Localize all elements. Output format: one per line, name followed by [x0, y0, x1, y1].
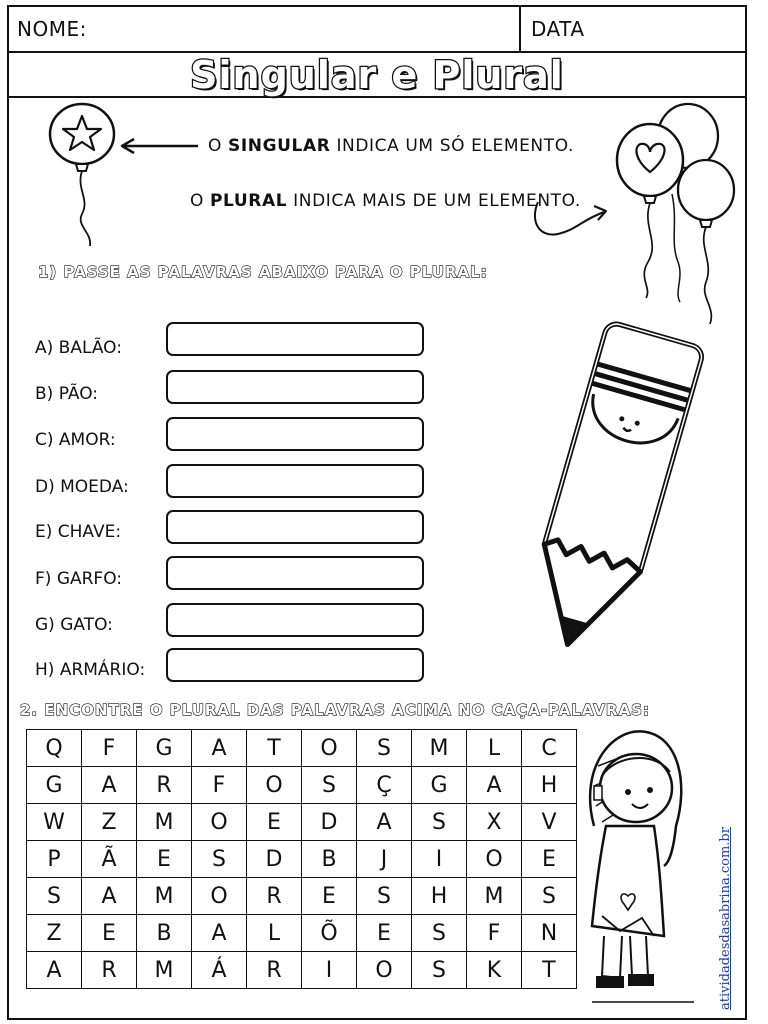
item-label-g: G) GATO: [35, 615, 113, 635]
grid-cell[interactable]: S [357, 730, 412, 767]
grid-row [27, 841, 577, 878]
grid-cell[interactable]: D [302, 804, 357, 841]
grid-cell[interactable]: S [412, 804, 467, 841]
grid-row [27, 730, 577, 767]
grid-cell[interactable]: Q [27, 730, 82, 767]
grid-cell[interactable]: Ç [357, 767, 412, 804]
item-label-c: C) AMOR: [35, 430, 116, 450]
grid-cell[interactable]: O [192, 878, 247, 915]
grid-cell[interactable]: T [247, 730, 302, 767]
grid-cell[interactable]: S [357, 878, 412, 915]
grid-row [27, 878, 577, 915]
answer-box-g[interactable] [166, 603, 424, 637]
grid-cell[interactable]: B [137, 915, 192, 952]
grid-cell[interactable]: L [467, 730, 522, 767]
girl-icon [584, 726, 694, 1016]
grid-row [27, 804, 577, 841]
grid-row [27, 915, 577, 952]
grid-cell[interactable]: E [522, 841, 577, 878]
grid-cell[interactable]: R [82, 952, 137, 989]
grid-cell[interactable]: I [302, 952, 357, 989]
date-label: DATA [531, 17, 585, 41]
grid-cell[interactable]: Ã [82, 841, 137, 878]
grid-cell[interactable]: W [27, 804, 82, 841]
plural-word: PLURAL [210, 191, 288, 211]
star-balloon-icon [46, 104, 126, 254]
grid-cell[interactable]: M [137, 952, 192, 989]
grid-cell[interactable]: Z [27, 915, 82, 952]
grid-cell[interactable]: E [82, 915, 137, 952]
grid-cell[interactable]: X [467, 804, 522, 841]
grid-cell[interactable]: R [137, 767, 192, 804]
grid-cell[interactable]: Õ [302, 915, 357, 952]
grid-row [27, 952, 577, 989]
right-arrow-icon [528, 200, 610, 240]
grid-cell[interactable]: E [302, 878, 357, 915]
item-label-h: H) ARMÁRIO: [35, 660, 146, 680]
grid-cell[interactable]: F [467, 915, 522, 952]
grid-cell[interactable]: F [82, 730, 137, 767]
grid-cell[interactable]: O [192, 804, 247, 841]
grid-cell[interactable]: A [82, 878, 137, 915]
exercise2-title: 2. ENCONTRE O PLURAL DAS PALAVRAS ACIMA NO CAÇA-PALAVRAS: [20, 701, 650, 719]
grid-cell[interactable]: J [357, 841, 412, 878]
answer-box-h[interactable] [166, 648, 424, 682]
grid-cell[interactable]: G [27, 767, 82, 804]
worksheet-title: Singular e Plural [190, 53, 564, 97]
watermark-link[interactable]: atividadesdasabrina.com.br [718, 827, 733, 1010]
grid-cell[interactable]: M [467, 878, 522, 915]
grid-cell[interactable]: G [137, 730, 192, 767]
singular-suffix: INDICA UM SÓ ELEMENTO. [330, 136, 575, 156]
grid-cell[interactable]: L [247, 915, 302, 952]
grid-cell[interactable]: B [302, 841, 357, 878]
answer-box-a[interactable] [166, 322, 424, 356]
grid-cell[interactable]: S [412, 915, 467, 952]
grid-cell[interactable]: S [302, 767, 357, 804]
plural-suffix: INDICA MAIS DE UM ELEMENTO. [287, 191, 581, 211]
answer-box-d[interactable] [166, 464, 424, 498]
grid-cell[interactable]: N [522, 915, 577, 952]
header-fields-row [9, 7, 745, 53]
header-divider [519, 7, 521, 53]
item-label-a: A) BALÃO: [35, 338, 122, 358]
grid-cell[interactable]: Z [82, 804, 137, 841]
grid-cell[interactable]: R [247, 952, 302, 989]
item-label-b: B) PÃO: [35, 384, 99, 404]
exercise1-title: 1) PASSE AS PALAVRAS ABAIXO PARA O PLURAL: [38, 263, 488, 281]
grid-cell[interactable]: E [137, 841, 192, 878]
grid-cell[interactable]: E [247, 804, 302, 841]
grid-cell[interactable]: O [302, 730, 357, 767]
grid-cell[interactable]: R [247, 878, 302, 915]
grid-cell[interactable]: A [192, 915, 247, 952]
grid-cell[interactable]: A [467, 767, 522, 804]
grid-cell[interactable]: H [522, 767, 577, 804]
answer-box-e[interactable] [166, 510, 424, 544]
grid-cell[interactable]: S [192, 841, 247, 878]
grid-cell[interactable]: P [27, 841, 82, 878]
grid-cell[interactable]: H [412, 878, 467, 915]
item-label-d: D) MOEDA: [35, 477, 129, 497]
pencil-icon [512, 318, 692, 658]
answer-box-f[interactable] [166, 556, 424, 590]
singular-word: SINGULAR [228, 136, 331, 156]
grid-cell[interactable]: M [137, 878, 192, 915]
grid-cell[interactable]: A [82, 767, 137, 804]
grid-cell[interactable]: G [412, 767, 467, 804]
answer-box-b[interactable] [166, 370, 424, 404]
plural-definition [190, 191, 581, 211]
grid-cell[interactable]: O [357, 952, 412, 989]
grid-cell[interactable]: K [467, 952, 522, 989]
grid-cell[interactable]: A [192, 730, 247, 767]
grid-cell[interactable]: V [522, 804, 577, 841]
singular-definition [208, 136, 574, 156]
heart-balloons-icon [612, 102, 737, 332]
grid-cell[interactable]: O [247, 767, 302, 804]
grid-cell[interactable]: O [467, 841, 522, 878]
grid-cell[interactable]: A [27, 952, 82, 989]
item-label-f: F) GARFO: [35, 569, 123, 589]
singular-prefix: O [208, 136, 228, 156]
item-label-e: E) CHAVE: [35, 522, 122, 542]
name-label: NOME: [17, 17, 87, 41]
grid-cell[interactable]: M [412, 730, 467, 767]
word-search-grid [26, 729, 577, 989]
plural-prefix: O [190, 191, 210, 211]
grid-cell[interactable]: D [247, 841, 302, 878]
grid-cell[interactable]: I [412, 841, 467, 878]
grid-cell[interactable]: Á [192, 952, 247, 989]
answer-box-c[interactable] [166, 417, 424, 451]
grid-cell[interactable]: S [412, 952, 467, 989]
grid-cell[interactable]: F [192, 767, 247, 804]
grid-cell[interactable]: T [522, 952, 577, 989]
grid-cell[interactable]: S [27, 878, 82, 915]
grid-cell[interactable]: A [357, 804, 412, 841]
grid-cell[interactable]: C [522, 730, 577, 767]
left-arrow-icon [120, 136, 200, 156]
grid-cell[interactable]: E [357, 915, 412, 952]
grid-row [27, 767, 577, 804]
worksheet-header [7, 5, 747, 98]
grid-cell[interactable]: S [522, 878, 577, 915]
grid-cell[interactable]: M [137, 804, 192, 841]
